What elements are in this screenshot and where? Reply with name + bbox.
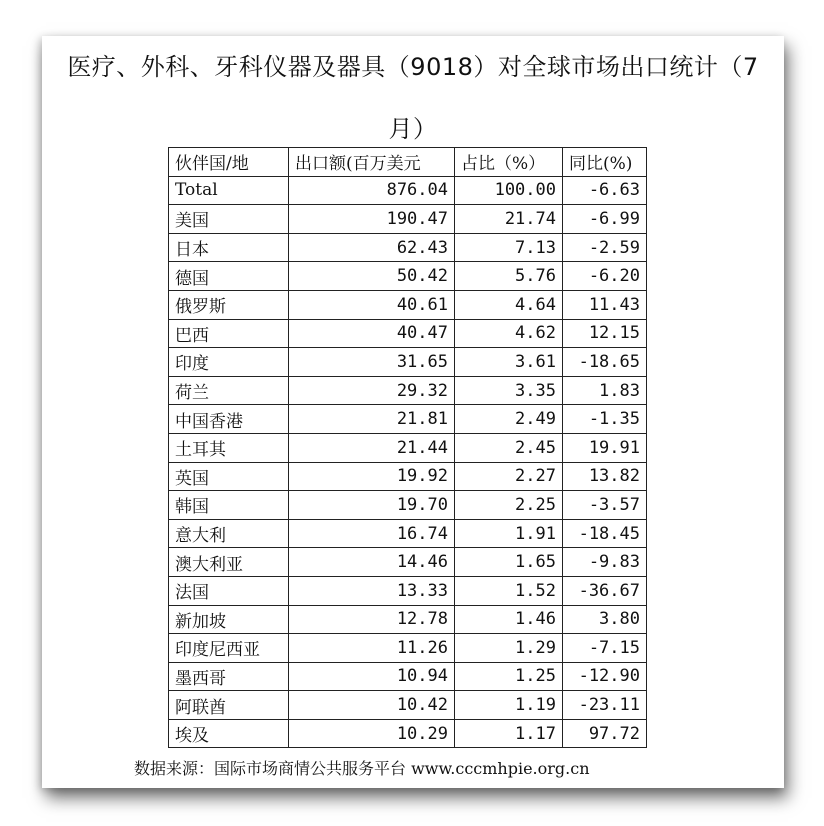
cell-share: 21.74 bbox=[455, 205, 563, 234]
table-row bbox=[169, 433, 647, 462]
cell-yoy: -9.83 bbox=[563, 548, 647, 577]
cell-partner: 墨西哥 bbox=[169, 662, 289, 691]
cell-partner: 荷兰 bbox=[169, 376, 289, 405]
header-yoy: 同比(%) bbox=[563, 148, 647, 177]
cell-export-value: 16.74 bbox=[289, 519, 455, 548]
cell-yoy: -36.67 bbox=[563, 576, 647, 605]
cell-yoy: -3.57 bbox=[563, 491, 647, 520]
table-row bbox=[169, 548, 647, 577]
cell-share: 7.13 bbox=[455, 233, 563, 262]
cell-export-value: 10.29 bbox=[289, 719, 455, 748]
cell-partner: 印度 bbox=[169, 348, 289, 377]
cell-partner: 阿联酋 bbox=[169, 691, 289, 720]
cell-partner: 英国 bbox=[169, 462, 289, 491]
cell-share: 1.46 bbox=[455, 605, 563, 634]
cell-share: 2.45 bbox=[455, 433, 563, 462]
cell-share: 3.35 bbox=[455, 376, 563, 405]
cell-share: 2.49 bbox=[455, 405, 563, 434]
cell-yoy: -12.90 bbox=[563, 662, 647, 691]
cell-share: 4.62 bbox=[455, 319, 563, 348]
table-row bbox=[169, 576, 647, 605]
cell-yoy: -6.63 bbox=[563, 176, 647, 205]
cell-share: 1.17 bbox=[455, 719, 563, 748]
export-statistics-table bbox=[168, 147, 647, 748]
table-row bbox=[169, 376, 647, 405]
cell-export-value: 31.65 bbox=[289, 348, 455, 377]
table-row bbox=[169, 233, 647, 262]
cell-partner: 意大利 bbox=[169, 519, 289, 548]
cell-share: 5.76 bbox=[455, 262, 563, 291]
cell-yoy: -23.11 bbox=[563, 691, 647, 720]
cell-partner: 中国香港 bbox=[169, 405, 289, 434]
cell-export-value: 19.70 bbox=[289, 491, 455, 520]
table-row bbox=[169, 662, 647, 691]
cell-share: 1.25 bbox=[455, 662, 563, 691]
cell-yoy: -6.99 bbox=[563, 205, 647, 234]
cell-share: 100.00 bbox=[455, 176, 563, 205]
cell-partner: 印度尼西亚 bbox=[169, 634, 289, 663]
cell-yoy: 13.82 bbox=[563, 462, 647, 491]
table-row bbox=[169, 405, 647, 434]
cell-export-value: 50.42 bbox=[289, 262, 455, 291]
table-row bbox=[169, 605, 647, 634]
cell-partner: 日本 bbox=[169, 233, 289, 262]
table-row bbox=[169, 462, 647, 491]
document-title bbox=[42, 36, 784, 160]
cell-yoy: -2.59 bbox=[563, 233, 647, 262]
cell-share: 2.25 bbox=[455, 491, 563, 520]
cell-export-value: 10.42 bbox=[289, 691, 455, 720]
cell-export-value: 21.44 bbox=[289, 433, 455, 462]
cell-yoy: 3.80 bbox=[563, 605, 647, 634]
cell-share: 2.27 bbox=[455, 462, 563, 491]
table-row bbox=[169, 519, 647, 548]
cell-partner: 巴西 bbox=[169, 319, 289, 348]
cell-export-value: 21.81 bbox=[289, 405, 455, 434]
cell-partner: 埃及 bbox=[169, 719, 289, 748]
data-source-note: 数据来源：国际市场商情公共服务平台 www.cccmhpie.org.cn bbox=[134, 759, 590, 778]
cell-export-value: 62.43 bbox=[289, 233, 455, 262]
table-row bbox=[169, 205, 647, 234]
cell-partner: 俄罗斯 bbox=[169, 290, 289, 319]
cell-yoy: 11.43 bbox=[563, 290, 647, 319]
cell-export-value: 40.61 bbox=[289, 290, 455, 319]
cell-yoy: -18.45 bbox=[563, 519, 647, 548]
cell-share: 1.19 bbox=[455, 691, 563, 720]
cell-export-value: 14.46 bbox=[289, 548, 455, 577]
table-row bbox=[169, 634, 647, 663]
table-row bbox=[169, 491, 647, 520]
cell-export-value: 40.47 bbox=[289, 319, 455, 348]
table-row bbox=[169, 348, 647, 377]
cell-yoy: 19.91 bbox=[563, 433, 647, 462]
table-row bbox=[169, 176, 647, 205]
cell-share: 1.65 bbox=[455, 548, 563, 577]
cell-export-value: 29.32 bbox=[289, 376, 455, 405]
cell-export-value: 13.33 bbox=[289, 576, 455, 605]
cell-partner: Total bbox=[169, 176, 289, 205]
cell-export-value: 12.78 bbox=[289, 605, 455, 634]
cell-yoy: 97.72 bbox=[563, 719, 647, 748]
table-row bbox=[169, 262, 647, 291]
cell-share: 1.91 bbox=[455, 519, 563, 548]
cell-export-value: 11.26 bbox=[289, 634, 455, 663]
table-row bbox=[169, 719, 647, 748]
cell-partner: 新加坡 bbox=[169, 605, 289, 634]
cell-partner: 澳大利亚 bbox=[169, 548, 289, 577]
cell-export-value: 19.92 bbox=[289, 462, 455, 491]
cell-yoy: -18.65 bbox=[563, 348, 647, 377]
cell-yoy: -6.20 bbox=[563, 262, 647, 291]
cell-partner: 德国 bbox=[169, 262, 289, 291]
cell-export-value: 876.04 bbox=[289, 176, 455, 205]
table-row bbox=[169, 319, 647, 348]
cell-partner: 美国 bbox=[169, 205, 289, 234]
cell-export-value: 190.47 bbox=[289, 205, 455, 234]
table-row bbox=[169, 290, 647, 319]
header-export-value: 出口额(百万美元 bbox=[289, 148, 455, 177]
table-header-row bbox=[169, 148, 647, 177]
cell-yoy: -1.35 bbox=[563, 405, 647, 434]
title-line-1: 医疗、外科、牙科仪器及器具（9018）对全球市场出口统计（7 bbox=[67, 53, 759, 81]
cell-share: 1.29 bbox=[455, 634, 563, 663]
cell-yoy: 12.15 bbox=[563, 319, 647, 348]
cell-partner: 法国 bbox=[169, 576, 289, 605]
header-share: 占比（%） bbox=[455, 148, 563, 177]
cell-yoy: 1.83 bbox=[563, 376, 647, 405]
table-row bbox=[169, 691, 647, 720]
title-line-2: 月） bbox=[388, 115, 438, 143]
cell-yoy: -7.15 bbox=[563, 634, 647, 663]
cell-share: 4.64 bbox=[455, 290, 563, 319]
cell-partner: 土耳其 bbox=[169, 433, 289, 462]
header-partner: 伙伴国/地 bbox=[169, 148, 289, 177]
cell-export-value: 10.94 bbox=[289, 662, 455, 691]
cell-share: 3.61 bbox=[455, 348, 563, 377]
cell-share: 1.52 bbox=[455, 576, 563, 605]
cell-partner: 韩国 bbox=[169, 491, 289, 520]
